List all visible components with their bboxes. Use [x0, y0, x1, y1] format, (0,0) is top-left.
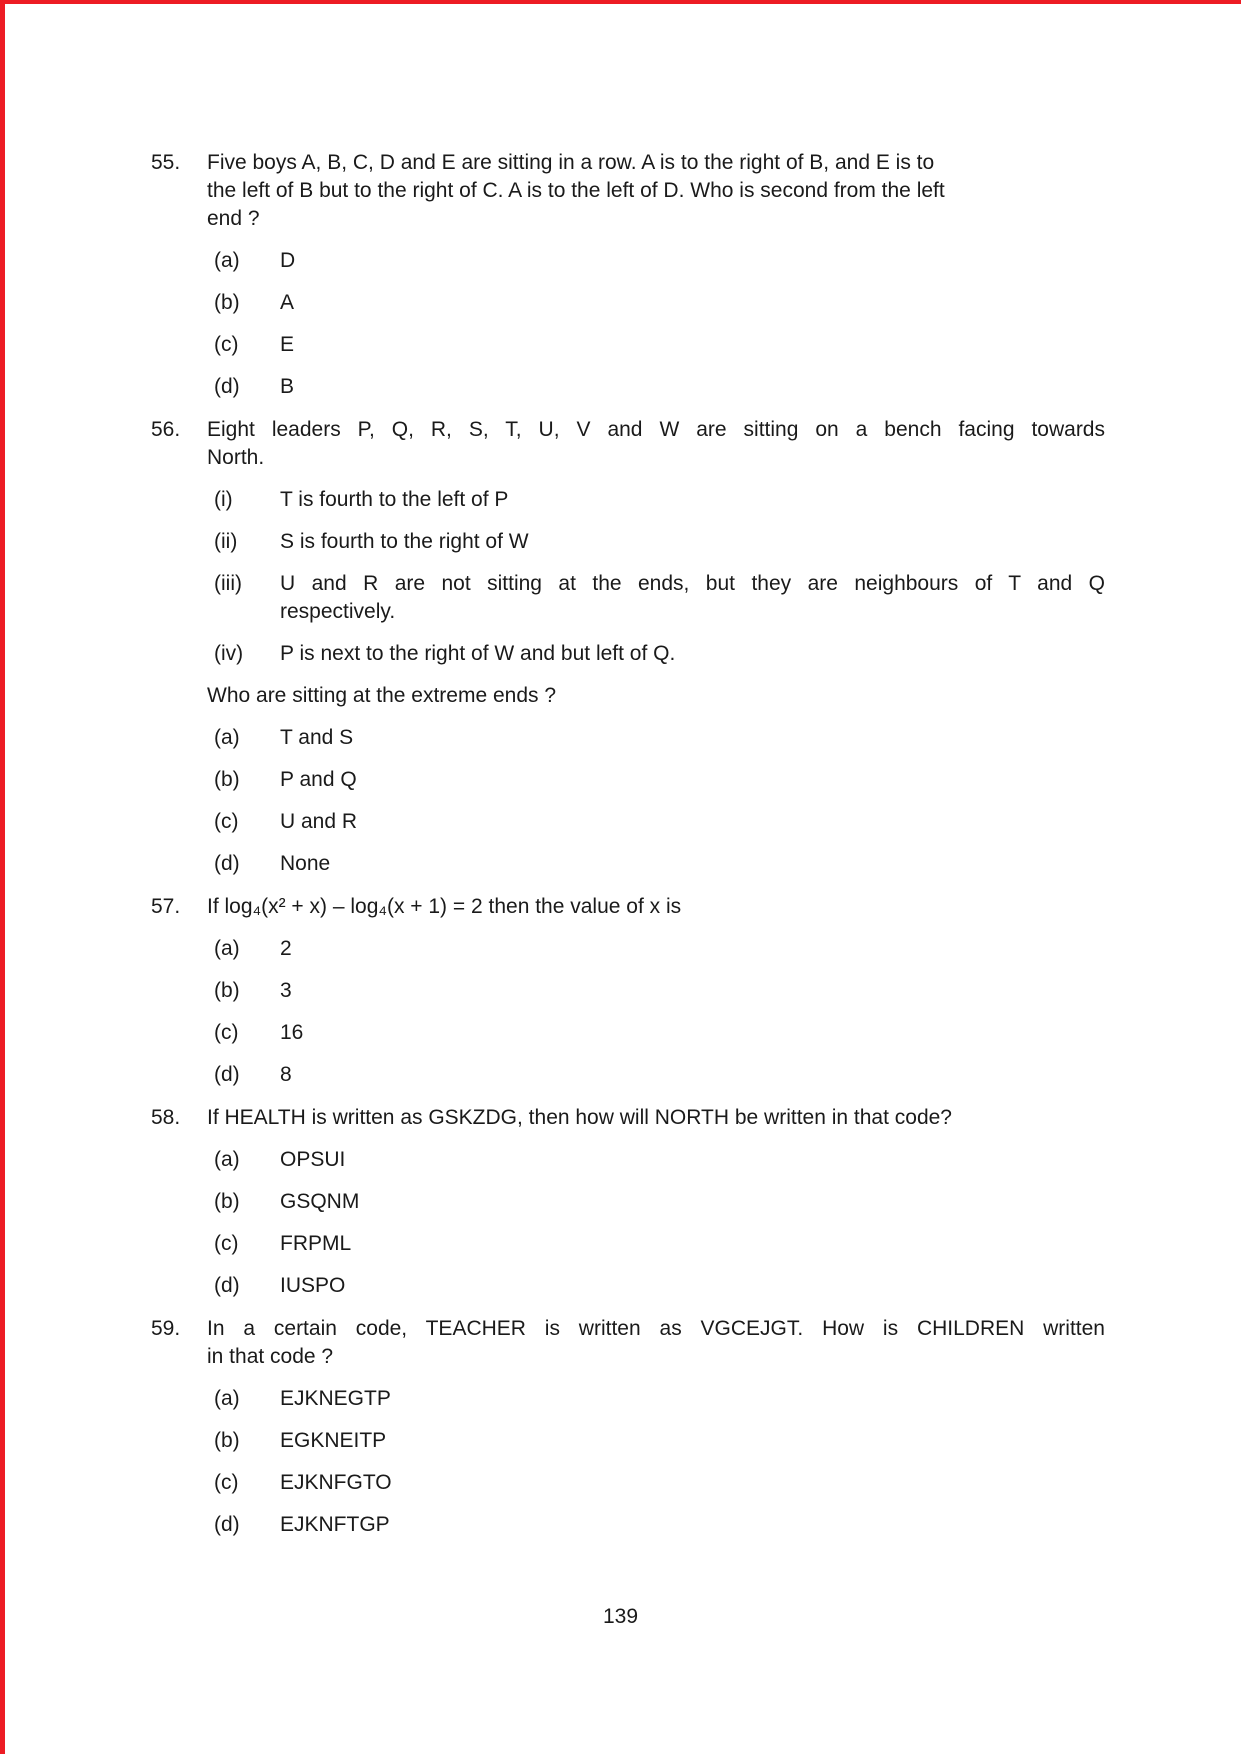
option-label: (b)	[214, 1190, 240, 1213]
clause-text-line: P is next to the right of W and but left of Q.	[280, 642, 676, 665]
question	[151, 1315, 1202, 1539]
option-label: (d)	[214, 1063, 240, 1086]
option	[214, 331, 1202, 359]
option-label: (d)	[214, 1274, 240, 1297]
clause-label: (iii)	[214, 572, 242, 595]
clause-text	[280, 486, 1105, 514]
question-text-line: North.	[207, 446, 265, 469]
question-text-line: Eight leaders P, Q, R, S, T, U, V and W are sitting on a bench facing towards	[207, 418, 1105, 441]
clause	[214, 570, 1202, 626]
option	[214, 1385, 1202, 1413]
question-text-line: end ?	[207, 207, 260, 230]
option-text: IUSPO	[280, 1274, 346, 1297]
option-text: GSQNM	[280, 1190, 360, 1213]
option-text: OPSUI	[280, 1148, 346, 1171]
option-label: (a)	[214, 1387, 240, 1410]
question-text	[207, 416, 1105, 472]
option-text: A	[280, 291, 295, 314]
clause-text-line: respectively.	[280, 600, 396, 623]
option	[214, 1469, 1202, 1497]
option-text: None	[280, 852, 331, 875]
option	[214, 935, 1202, 963]
option	[214, 808, 1202, 836]
question-text-line: in that code ?	[207, 1345, 334, 1368]
option	[214, 1188, 1202, 1216]
question	[151, 149, 1202, 401]
option-text: D	[280, 249, 296, 272]
option-text: EJKNFGTO	[280, 1471, 392, 1494]
option-label: (b)	[214, 768, 240, 791]
clause-text	[280, 528, 1105, 556]
question-text	[207, 893, 1105, 921]
clause-text-line: T is fourth to the left of P	[280, 488, 509, 511]
option	[214, 850, 1202, 878]
option	[214, 1272, 1202, 1300]
option-text: EJKNFTGP	[280, 1513, 390, 1536]
question-head	[151, 1315, 1202, 1371]
option	[214, 289, 1202, 317]
option-label: (b)	[214, 1429, 240, 1452]
option	[214, 1511, 1202, 1539]
option	[214, 1019, 1202, 1047]
clause	[214, 486, 1202, 514]
question-head	[151, 416, 1202, 472]
question-text	[207, 1315, 1105, 1371]
question-head	[151, 1104, 1202, 1132]
option-text: FRPML	[280, 1232, 352, 1255]
option	[214, 1427, 1202, 1455]
page-number: 139	[602, 1605, 639, 1628]
option-text: T and S	[280, 726, 354, 749]
option	[214, 1146, 1202, 1174]
option-text: 2	[280, 937, 292, 960]
clause-label: (iv)	[214, 642, 244, 665]
option-label: (c)	[214, 1232, 239, 1255]
question	[151, 1104, 1202, 1300]
question-text-line: the left of B but to the right of C. A is to the left of D. Who is second from the left	[207, 179, 945, 202]
question-head	[151, 893, 1202, 921]
option-label: (c)	[214, 1471, 239, 1494]
option-text: P and Q	[280, 768, 357, 791]
option-label: (d)	[214, 1513, 240, 1536]
option	[214, 977, 1202, 1005]
option	[214, 1061, 1202, 1089]
clause	[214, 640, 1202, 668]
option-text: EJKNEGTP	[280, 1387, 391, 1410]
option-label: (b)	[214, 979, 240, 1002]
option-text: E	[280, 333, 295, 356]
option	[214, 766, 1202, 794]
clause-label: (ii)	[214, 530, 238, 553]
option-label: (c)	[214, 810, 239, 833]
option	[214, 1230, 1202, 1258]
option-text: U and R	[280, 810, 358, 833]
question	[151, 416, 1202, 878]
option	[214, 247, 1202, 275]
option	[214, 373, 1202, 401]
question-number: 59.	[151, 1317, 181, 1340]
question-number: 56.	[151, 418, 181, 441]
clause	[214, 528, 1202, 556]
option-label: (a)	[214, 937, 240, 960]
question-number: 55.	[151, 151, 181, 174]
clause-text	[280, 570, 1105, 626]
question-text	[207, 1104, 1105, 1132]
option-text: 16	[280, 1021, 304, 1044]
option-text: EGKNEITP	[280, 1429, 387, 1452]
option	[214, 724, 1202, 752]
option-label: (a)	[214, 1148, 240, 1171]
question-head	[151, 149, 1202, 233]
question-text-line: Five boys A, B, C, D and E are sitting in a row. A is to the right of B, and E is to	[207, 151, 935, 174]
option-label: (b)	[214, 291, 240, 314]
option-label: (d)	[214, 852, 240, 875]
clause-text-line: S is fourth to the right of W	[280, 530, 529, 553]
question-text-line: In a certain code, TEACHER is written as VGCEJGT. How is CHILDREN written	[207, 1317, 1105, 1340]
clause-label: (i)	[214, 488, 233, 511]
option-text: 8	[280, 1063, 292, 1086]
question-number: 58.	[151, 1106, 181, 1129]
option-label: (c)	[214, 333, 239, 356]
option-text: 3	[280, 979, 292, 1002]
question-number: 57.	[151, 895, 181, 918]
option-label: (a)	[214, 726, 240, 749]
clause-text-line: U and R are not sitting at the ends, but they are neighbours of T and Q	[280, 572, 1105, 595]
question-text-line: If HEALTH is written as GSKZDG, then how will NORTH be written in that code?	[207, 1106, 952, 1129]
option-label: (d)	[214, 375, 240, 398]
clause-text	[280, 640, 1105, 668]
question	[151, 893, 1202, 1089]
option-text: B	[280, 375, 295, 398]
question-stem: Who are sitting at the extreme ends ?	[207, 684, 557, 707]
question-text	[207, 149, 1105, 233]
option-label: (a)	[214, 249, 240, 272]
option-label: (c)	[214, 1021, 239, 1044]
question-text-line: If log₄(x² + x) – log₄(x + 1) = 2 then the value of x is	[207, 895, 682, 918]
